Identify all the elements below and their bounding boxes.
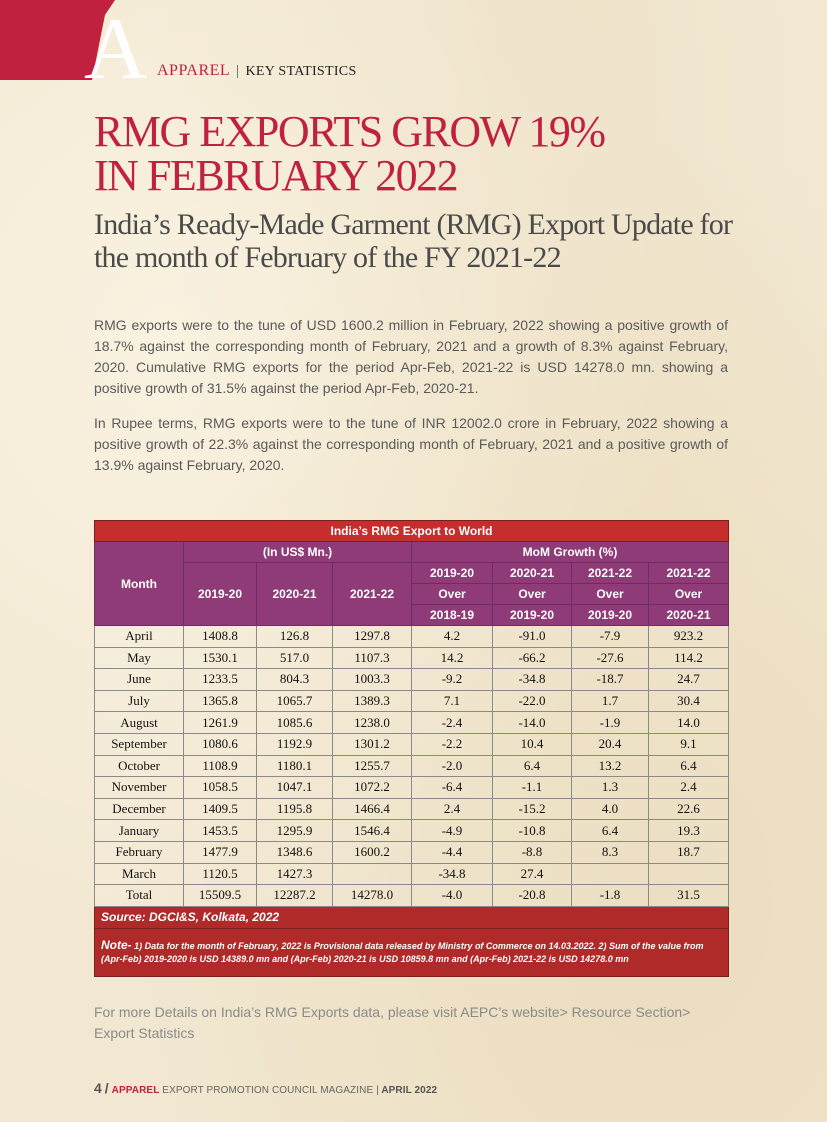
table-row [95,798,729,820]
table-cell: 7.1 [412,690,493,712]
table-cell [333,863,412,885]
table-cell: 13.2 [572,755,649,777]
header-growth-group: MoM Growth (%) [412,542,729,563]
table-cell: 1409.5 [184,798,257,820]
table-cell: 4.2 [412,626,493,648]
table-cell: -14.0 [493,712,572,734]
paragraph-usd: RMG exports were to the tune of USD 1600.2 million in February, 2022 showing a positive growth of 18.7% against the corresponding month of February, 2021 and a growth of 8.3% against February, 2020. Cumulative RMG exports for the period Apr-Feb, 2021-22 is USD 14278.0 mn. showing a positive growth of 31.5% against the period Apr-Feb, 2020-21. [94,317,728,396]
table-cell: 1530.1 [184,647,257,669]
table-cell: 1466.4 [333,798,412,820]
header-divider: | [236,63,240,79]
header-growth-year: 2019-20 [412,563,493,584]
table-cell: 1120.5 [184,863,257,885]
table-cell: 1546.4 [333,820,412,842]
table-cell: 1.7 [572,690,649,712]
header-month: Month [95,542,184,626]
table-cell: -15.2 [493,798,572,820]
table-cell: 27.4 [493,863,572,885]
table-cell-month: August [95,712,184,734]
table-cell: 1477.9 [184,841,257,863]
table-cell: 12287.2 [257,885,333,907]
table-cell-month: September [95,733,184,755]
table-cell: 8.3 [572,841,649,863]
table-cell: 6.4 [649,755,729,777]
table-row [95,690,729,712]
table-cell: -1.9 [572,712,649,734]
table-cell: -4.0 [412,885,493,907]
table-cell: -4.4 [412,841,493,863]
table-cell: 2.4 [412,798,493,820]
page-number: 4 [94,1080,102,1096]
table-cell-month: December [95,798,184,820]
rmg-export-table [94,520,729,977]
table-row [95,885,729,907]
header-section: KEY STATISTICS [245,64,357,79]
table-body [95,626,729,907]
table-cell: 517.0 [257,647,333,669]
table-cell: 1408.8 [184,626,257,648]
page-footer [94,1080,437,1096]
header-base-year: 2018-19 [412,605,493,626]
table-cell: 1365.8 [184,690,257,712]
table-cell: 1192.9 [257,733,333,755]
table-cell: 1233.5 [184,669,257,691]
table-cell: -34.8 [412,863,493,885]
table-cell: 923.2 [649,626,729,648]
table-cell [649,863,729,885]
page-title [94,107,734,200]
header-over: Over [572,584,649,605]
table-cell: -22.0 [493,690,572,712]
table-cell: -10.8 [493,820,572,842]
table-cell: 1058.5 [184,777,257,799]
footer-slash: / [104,1080,109,1096]
header-year: 2020-21 [257,563,333,626]
table-cell: -1.8 [572,885,649,907]
table-row [95,777,729,799]
table-row [95,820,729,842]
table-cell: 14.0 [649,712,729,734]
table-cell: 1085.6 [257,712,333,734]
table-cell: 1389.3 [333,690,412,712]
table-cell: 4.0 [572,798,649,820]
table-cell: 1.3 [572,777,649,799]
table-cell: 126.8 [257,626,333,648]
apparel-logo [0,0,155,80]
table-row [95,626,729,648]
title-line-2: IN FEBRUARY 2022 [94,151,458,200]
table-cell: 10.4 [493,733,572,755]
table-cell [572,863,649,885]
table-cell: 1003.3 [333,669,412,691]
table-cell: 1453.5 [184,820,257,842]
table-cell-month: Total [95,885,184,907]
table-source: Source: DGCI&S, Kolkata, 2022 [95,906,729,928]
header-growth-year: 2020-21 [493,563,572,584]
table-cell: 1261.9 [184,712,257,734]
table-cell: 20.4 [572,733,649,755]
table-cell: 1427.3 [257,863,333,885]
header-over: Over [493,584,572,605]
table-cell: -4.9 [412,820,493,842]
table-cell: -20.8 [493,885,572,907]
rmg-export-table-container [94,520,728,977]
table-row [95,733,729,755]
table-cell: -1.1 [493,777,572,799]
header-brand: APPAREL [157,62,231,79]
table-cell: 9.1 [649,733,729,755]
table-cell: 1301.2 [333,733,412,755]
table-cell-month: March [95,863,184,885]
table-cell: 1065.7 [257,690,333,712]
table-cell: 1238.0 [333,712,412,734]
logo-letter: A [84,1,148,80]
table-cell: -2.2 [412,733,493,755]
table-row [95,863,729,885]
table-cell: 14278.0 [333,885,412,907]
table-cell: 19.3 [649,820,729,842]
page-subtitle: India’s Ready-Made Garment (RMG) Export Update for the month of February of the FY 2021-22 [94,208,733,274]
table-note [95,928,729,976]
table-cell-month: November [95,777,184,799]
header-base-year: 2019-20 [572,605,649,626]
table-row [95,669,729,691]
header-year: 2021-22 [333,563,412,626]
table-cell: -2.4 [412,712,493,734]
table-cell: 1255.7 [333,755,412,777]
table-cell: -91.0 [493,626,572,648]
footer-month: APRIL 2022 [378,1085,438,1096]
table-cell: -9.2 [412,669,493,691]
title-line-1: RMG EXPORTS GROW 19% [94,107,605,156]
table-cell-month: January [95,820,184,842]
section-header [157,62,357,80]
table-row [95,647,729,669]
table-row [95,755,729,777]
header-base-year: 2020-21 [649,605,729,626]
table-cell: 1107.3 [333,647,412,669]
table-cell-month: July [95,690,184,712]
table-cell: 1047.1 [257,777,333,799]
table-cell: -34.8 [493,669,572,691]
table-cell-month: October [95,755,184,777]
more-details-text: For more Details on India’s RMG Exports data, please visit AEPC’s website> Resource Section> Export Statistics [94,1004,691,1041]
table-cell: -66.2 [493,647,572,669]
table-cell: -6.4 [412,777,493,799]
table-cell-month: April [95,626,184,648]
header-base-year: 2019-20 [493,605,572,626]
table-cell: 1297.8 [333,626,412,648]
table-cell: 1108.9 [184,755,257,777]
note-text: 1) Data for the month of February, 2022 is Provisional data released by Ministry of Commerce on 14.03.2022. 2) Sum of the value from (Apr-Feb) 2019-2020 is USD 14389.0 mn and (Apr-Feb) 2020-21 is USD 10859.8 mn and (Apr-Feb) 2021-22 is USD 14278.0 mn [101,940,704,964]
table-cell: 24.7 [649,669,729,691]
header-growth-year: 2021-22 [649,563,729,584]
table-cell: 22.6 [649,798,729,820]
table-cell-month: June [95,669,184,691]
table-cell: -27.6 [572,647,649,669]
table-cell: 1295.9 [257,820,333,842]
note-label: Note- [101,937,132,952]
table-caption: India’s RMG Export to World [95,521,729,542]
header-over: Over [649,584,729,605]
table-cell: 15509.5 [184,885,257,907]
table-cell: 1180.1 [257,755,333,777]
header-year: 2019-20 [184,563,257,626]
table-row [95,841,729,863]
footer-magazine: EXPORT PROMOTION COUNCIL MAGAZINE [159,1085,377,1096]
table-cell: 2.4 [649,777,729,799]
table-cell-month: May [95,647,184,669]
table-cell: 1600.2 [333,841,412,863]
table-cell: 1348.6 [257,841,333,863]
table-cell-month: February [95,841,184,863]
table-cell: -7.9 [572,626,649,648]
table-cell: 30.4 [649,690,729,712]
table-cell: 1195.8 [257,798,333,820]
footer-divider: | [376,1085,379,1096]
table-cell: 1080.6 [184,733,257,755]
table-cell: -8.8 [493,841,572,863]
table-cell: 1072.2 [333,777,412,799]
header-values-group: (In US$ Mn.) [184,542,412,563]
table-cell: -18.7 [572,669,649,691]
table-cell: 6.4 [493,755,572,777]
table-cell: -2.0 [412,755,493,777]
table-cell: 6.4 [572,820,649,842]
header-growth-year: 2021-22 [572,563,649,584]
table-cell: 31.5 [649,885,729,907]
table-cell: 804.3 [257,669,333,691]
header-over: Over [412,584,493,605]
paragraph-inr: In Rupee terms, RMG exports were to the tune of INR 12002.0 crore in February, 2022 showing a positive growth of 22.3% against the corresponding month of February, 2021 and a positive growth of 13.9% against February, 2020. [94,415,728,473]
table-cell: 14.2 [412,647,493,669]
footer-brand: APPAREL [111,1085,160,1096]
table-cell: 114.2 [649,647,729,669]
table-cell: 18.7 [649,841,729,863]
table-row [95,712,729,734]
